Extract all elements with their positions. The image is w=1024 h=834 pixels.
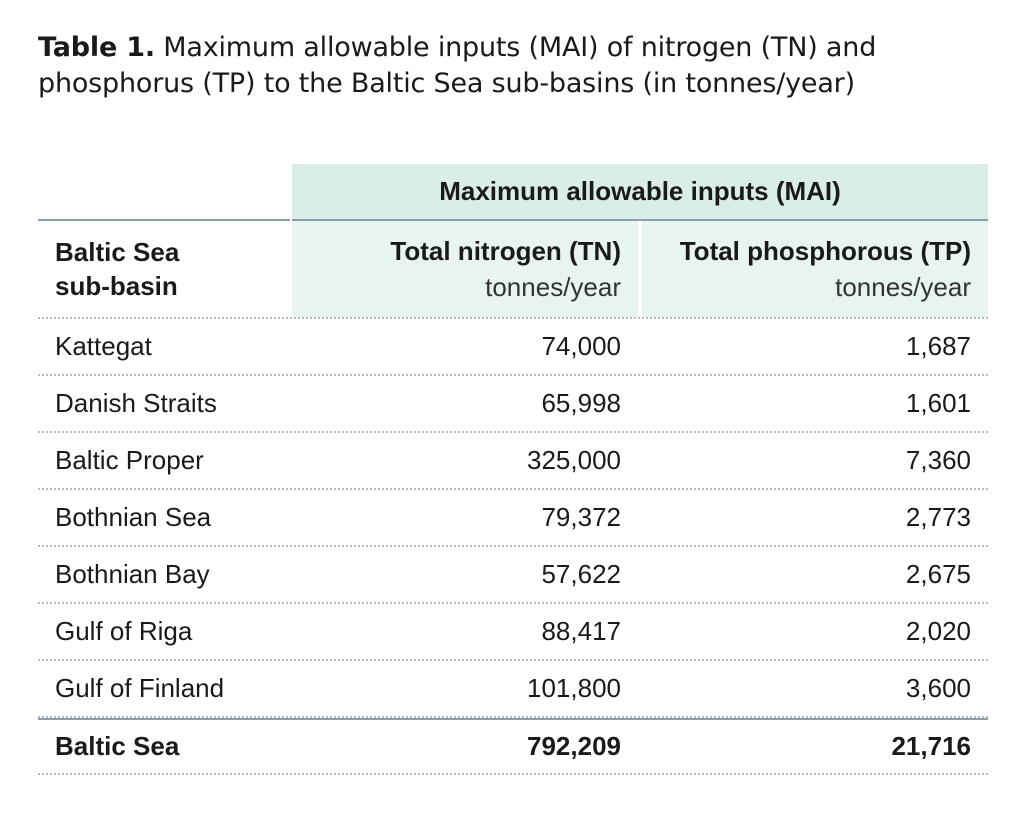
total-tp: 21,716 bbox=[891, 731, 971, 761]
table-row bbox=[38, 433, 988, 490]
cell-tn: 79,372 bbox=[541, 502, 621, 532]
column-header-tp-unit: tonnes/year bbox=[835, 272, 971, 302]
total-label: Baltic Sea bbox=[55, 731, 180, 761]
table-row bbox=[38, 376, 988, 433]
table-row bbox=[38, 319, 988, 376]
cell-tn: 65,998 bbox=[541, 388, 621, 418]
header-spacer bbox=[38, 164, 290, 221]
cell-subbasin: Bothnian Bay bbox=[55, 559, 210, 589]
table-row bbox=[38, 490, 988, 547]
column-header-tp-title: Total phosphorous (TP) bbox=[679, 236, 971, 266]
cell-tp: 7,360 bbox=[905, 445, 971, 475]
column-header-tn bbox=[292, 221, 638, 317]
caption-label: Table 1. bbox=[38, 32, 155, 63]
cell-tp: 1,687 bbox=[905, 331, 971, 361]
group-header-row bbox=[38, 164, 988, 221]
cell-tn: 101,800 bbox=[527, 673, 621, 703]
cell-subbasin: Baltic Proper bbox=[55, 445, 204, 475]
cell-tp: 2,675 bbox=[905, 559, 971, 589]
column-header-row bbox=[38, 221, 988, 319]
data-table bbox=[38, 164, 988, 775]
cell-tn: 88,417 bbox=[541, 616, 621, 646]
table-caption bbox=[38, 30, 998, 102]
column-header-tp bbox=[642, 221, 988, 317]
cell-tp: 3,600 bbox=[905, 673, 971, 703]
cell-subbasin: Gulf of Finland bbox=[55, 673, 225, 703]
column-header-subbasin-line2: sub-basin bbox=[55, 271, 178, 301]
cell-subbasin: Kattegat bbox=[55, 331, 152, 361]
total-row bbox=[38, 718, 988, 775]
cell-tp: 2,020 bbox=[905, 616, 971, 646]
table-row bbox=[38, 547, 988, 604]
cell-subbasin: Danish Straits bbox=[55, 388, 217, 418]
table-row bbox=[38, 604, 988, 661]
cell-subbasin: Bothnian Sea bbox=[55, 502, 212, 532]
cell-tp: 2,773 bbox=[905, 502, 971, 532]
column-header-tn-unit: tonnes/year bbox=[485, 272, 621, 302]
cell-tn: 57,622 bbox=[541, 559, 621, 589]
cell-tp: 1,601 bbox=[905, 388, 971, 418]
table-row bbox=[38, 661, 988, 718]
group-header: Maximum allowable inputs (MAI) bbox=[292, 164, 988, 221]
cell-tn: 74,000 bbox=[541, 331, 621, 361]
column-header-tn-title: Total nitrogen (TN) bbox=[390, 236, 621, 266]
cell-tn: 325,000 bbox=[527, 445, 621, 475]
column-header-subbasin bbox=[38, 221, 290, 317]
cell-subbasin: Gulf of Riga bbox=[55, 616, 193, 646]
total-tn: 792,209 bbox=[527, 731, 621, 761]
column-header-subbasin-line1: Baltic Sea bbox=[55, 237, 180, 267]
caption-text: Maximum allowable inputs (MAI) of nitrogen (TN) and phosphorus (TP) to the Baltic Sea sub-basins (in tonnes/year) bbox=[38, 32, 877, 99]
